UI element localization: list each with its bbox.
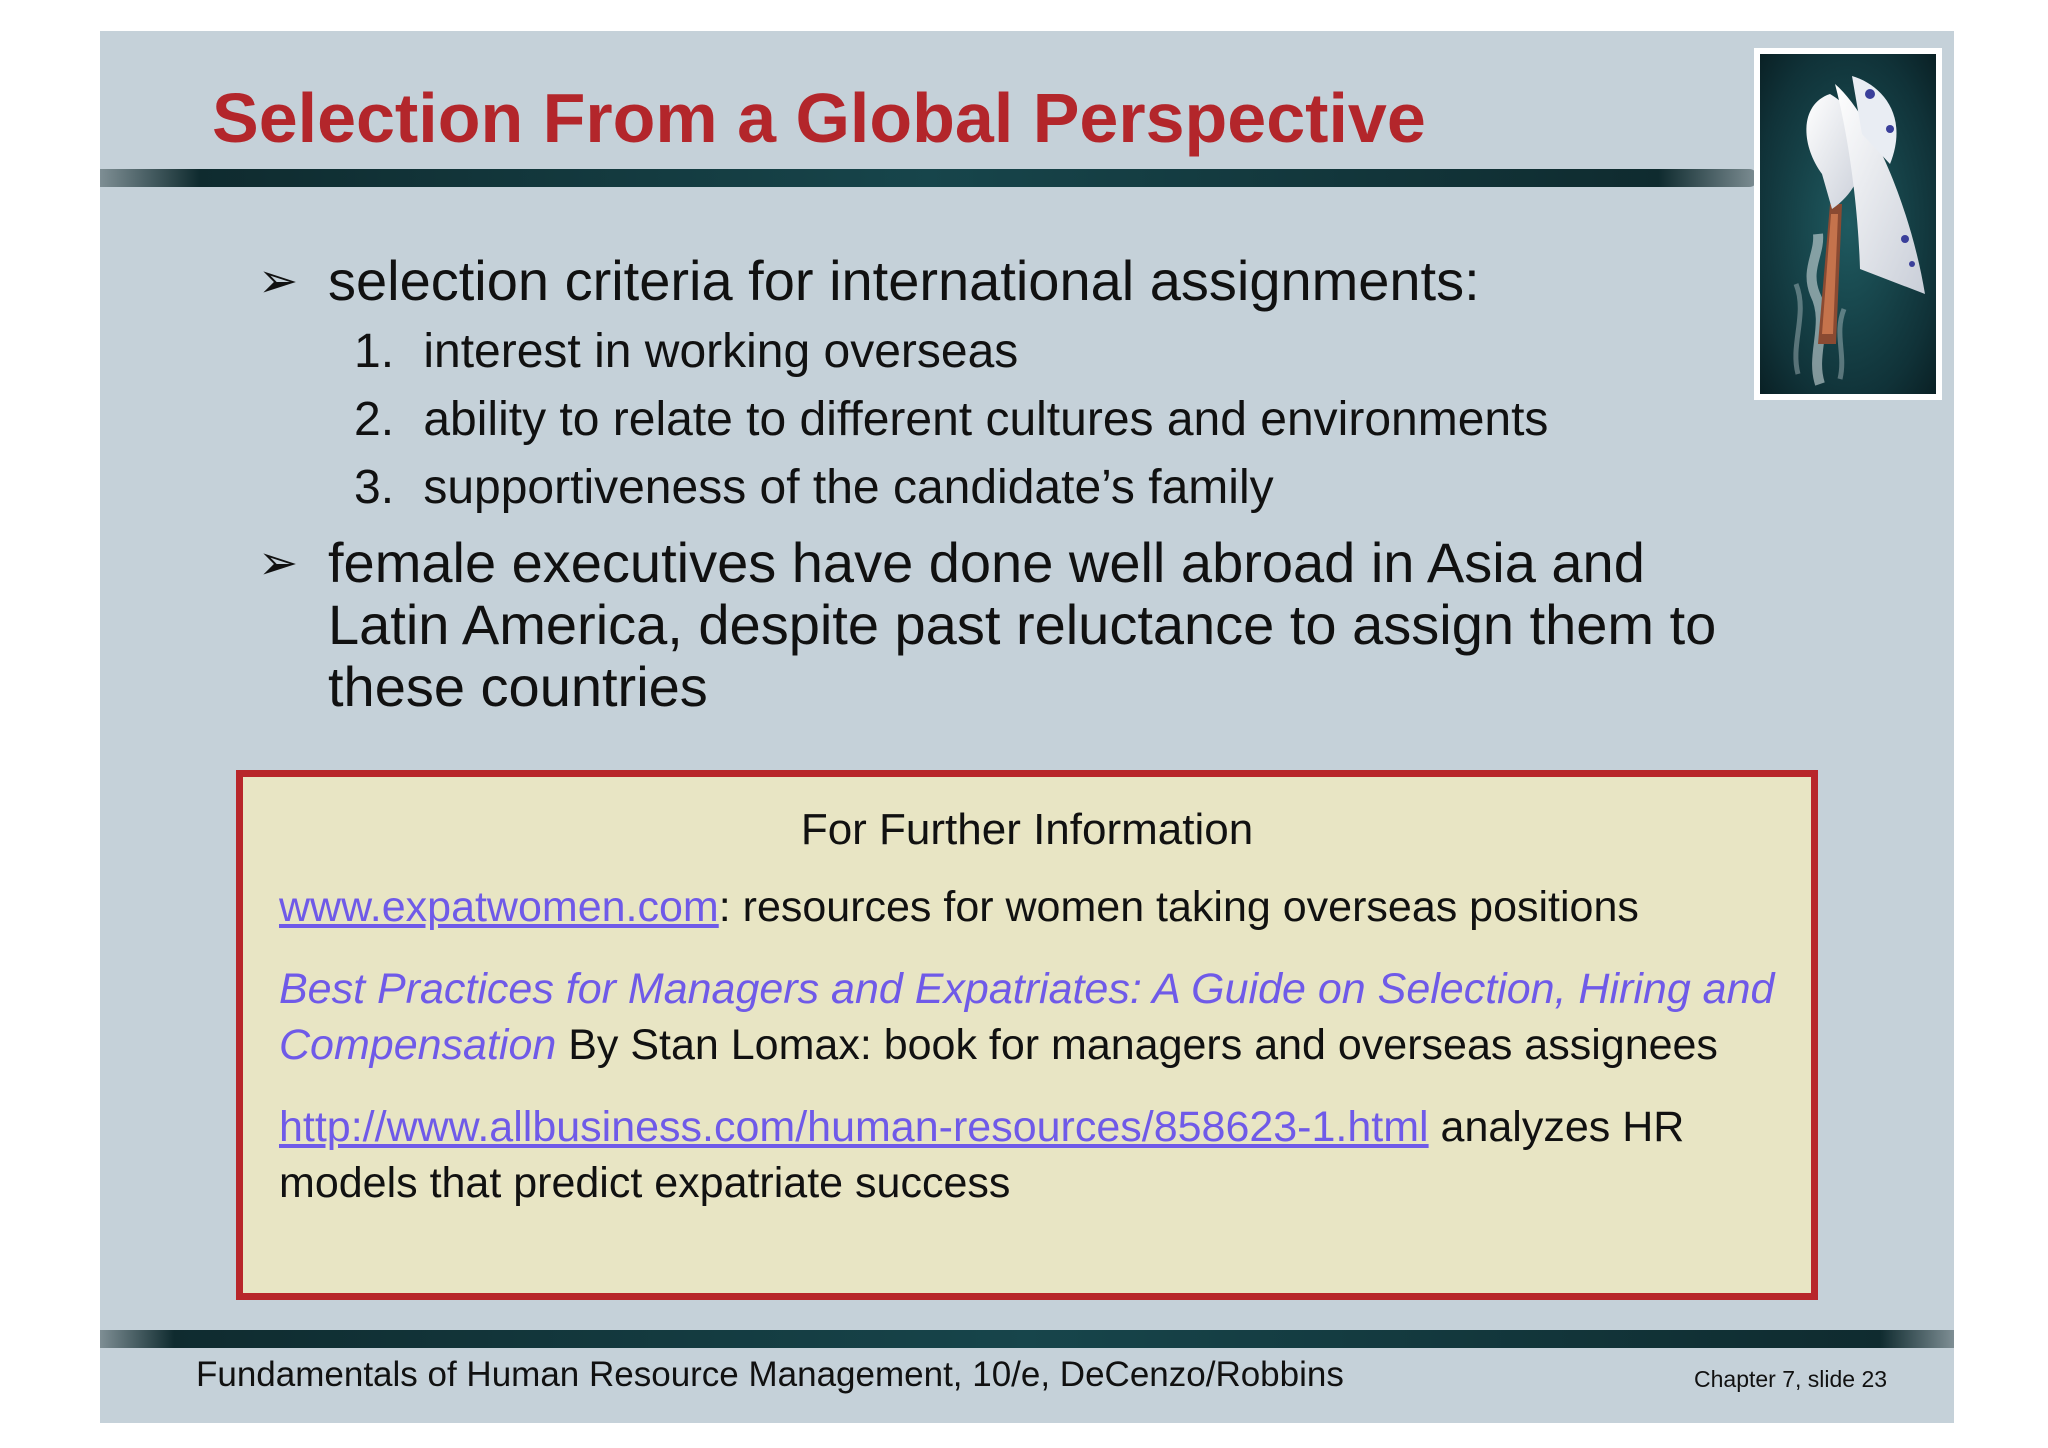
book-title: Best Practices for Managers and Expatriates: A Guide on Selection, Hiring and Compensation bbox=[279, 965, 1775, 1069]
list-item bbox=[354, 318, 1778, 386]
bullet-text: female executives have done well abroad in Asia and Latin America, despite past reluctance to assign them to these countries bbox=[328, 531, 1717, 718]
info-entry-expatwomen bbox=[279, 879, 1775, 935]
title-divider bbox=[100, 169, 1758, 187]
info-entry-allbusiness bbox=[279, 1099, 1775, 1211]
criteria-list bbox=[354, 318, 1778, 522]
arrow-bullet-icon: ➢ bbox=[258, 253, 299, 309]
list-number: 3. bbox=[354, 461, 395, 514]
list-number: 2. bbox=[354, 393, 395, 446]
list-text: interest in working overseas bbox=[423, 325, 1019, 378]
list-text: ability to relate to different cultures and environments bbox=[423, 393, 1549, 446]
slide-number: Chapter 7, slide 23 bbox=[1694, 1366, 1888, 1392]
entry-text: : resources for women taking overseas positions bbox=[718, 883, 1639, 931]
allbusiness-link[interactable]: http://www.allbusiness.com/human-resources/858623-1.html bbox=[279, 1103, 1429, 1151]
expatwomen-link[interactable]: www.expatwomen.com bbox=[279, 883, 719, 931]
info-box-title: For Further Information bbox=[800, 805, 1254, 854]
sailboat-image bbox=[1760, 54, 1936, 394]
entry-text: analyzes HR models that predict expatriate success bbox=[279, 1103, 1685, 1207]
arrow-bullet-icon: ➢ bbox=[258, 535, 299, 591]
bullet-selection-criteria bbox=[258, 250, 1778, 312]
sailboat-photo bbox=[1754, 48, 1942, 400]
bullet-female-executives bbox=[258, 532, 1778, 718]
list-item bbox=[354, 454, 1778, 522]
bullet-text: selection criteria for international assignments: bbox=[328, 249, 1480, 312]
entry-text: By Stan Lomax: book for managers and overseas assignees bbox=[556, 1021, 1718, 1069]
footer-book-credit: Fundamentals of Human Resource Management, 10/e, DeCenzo/Robbins bbox=[196, 1355, 1344, 1394]
list-number: 1. bbox=[354, 325, 395, 378]
info-entry-book bbox=[279, 961, 1775, 1073]
bullet-list bbox=[258, 250, 1778, 718]
list-item bbox=[354, 386, 1778, 454]
slide-title: Selection From a Global Perspective bbox=[212, 79, 1426, 157]
list-text: supportiveness of the candidate’s family bbox=[423, 461, 1274, 514]
further-info-box bbox=[236, 770, 1818, 1300]
footer-divider bbox=[100, 1330, 1954, 1348]
